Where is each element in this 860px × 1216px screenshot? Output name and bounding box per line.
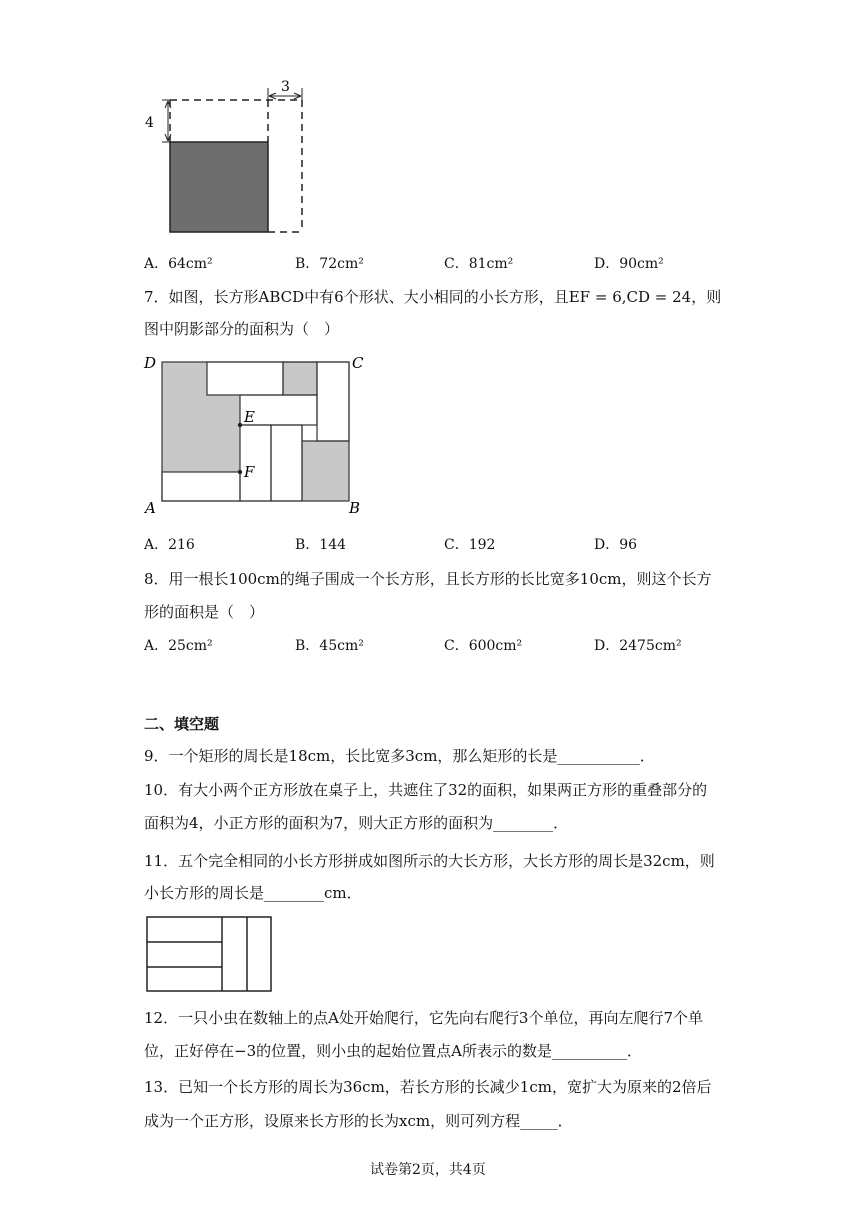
q7-option-a: A．216	[144, 537, 195, 553]
q7-shade-right	[302, 441, 349, 501]
q6-dim-4: 4	[145, 115, 154, 131]
q7-label-c: C	[352, 354, 364, 372]
q6-option-c: C．81cm²	[444, 256, 514, 272]
section-title: 二、填空题	[144, 715, 220, 733]
q6-option-b: B．72cm²	[295, 256, 364, 272]
q10-text-line1: 10．有大小两个正方形放在桌子上，共遮住了32的面积，如果两正方形的重叠部分的	[144, 781, 708, 799]
q7-shade-left	[162, 362, 240, 472]
q7-text-line1: 7．如图，长方形ABCD中有6个形状、大小相同的小长方形，且EF = 6,CD = 24，则	[144, 288, 722, 306]
q8-option-a: A．25cm²	[144, 638, 213, 654]
q7-shade-top-small	[283, 362, 317, 395]
q12-text-line1: 12．一只小虫在数轴上的点A处开始爬行，它先向右爬行3个单位，再向左爬行7个单	[144, 1009, 704, 1027]
q6-option-a: A．64cm²	[144, 256, 213, 272]
q11-text-line1: 11．五个完全相同的小长方形拼成如图所示的大长方形，大长方形的周长是32cm，则	[144, 852, 715, 870]
q8-option-b: B．45cm²	[295, 638, 364, 654]
q7-label-f: F	[244, 463, 255, 481]
q13-text-line1: 13．已知一个长方形的周长为36cm，若长方形的长减少1cm，宽扩大为原来的2倍后	[144, 1078, 712, 1096]
page-footer: 试卷第2页，共4页	[370, 1162, 486, 1178]
q10-text-line2: 面积为4，小正方形的面积为7，则大正方形的面积为________．	[144, 814, 569, 832]
q7-text-line2: 图中阴影部分的面积为（ ）	[144, 320, 340, 338]
q7-label-e: E	[244, 408, 255, 426]
q7-label-d: D	[144, 354, 157, 372]
q11-text-line2: 小长方形的周长是________cm．	[144, 884, 362, 902]
q13-text-line2: 成为一个正方形，设原来长方形的长为xcm，则可列方程_____．	[144, 1112, 573, 1130]
q8-text-line1: 8．用一根长100cm的绳子围成一个长方形，且长方形的长比宽多10cm，则这个长方	[144, 570, 712, 588]
q7-option-d: D．96	[594, 537, 638, 553]
q7-label-a: A	[145, 499, 156, 517]
q7-figure	[140, 350, 380, 520]
q7-label-b: B	[349, 499, 361, 517]
q8-text-line2: 形的面积是（ ）	[144, 603, 265, 621]
q7-option-b: B．144	[295, 537, 347, 553]
q8-option-d: D．2475cm²	[594, 638, 682, 654]
q12-text-line2: 位，正好停在−3的位置，则小虫的起始位置点A所表示的数是__________．	[144, 1042, 642, 1060]
q8-option-c: C．600cm²	[444, 638, 523, 654]
q6-dim-3: 3	[281, 80, 290, 95]
q9-text: 9．一个矩形的周长是18cm，长比宽多3cm，那么矩形的长是___________．	[144, 747, 655, 765]
q7-option-c: C．192	[444, 537, 496, 553]
q11-figure	[140, 910, 280, 1000]
q6-figure	[140, 80, 320, 240]
q6-option-d: D．90cm²	[594, 256, 664, 272]
q6-dark-square	[170, 142, 268, 232]
